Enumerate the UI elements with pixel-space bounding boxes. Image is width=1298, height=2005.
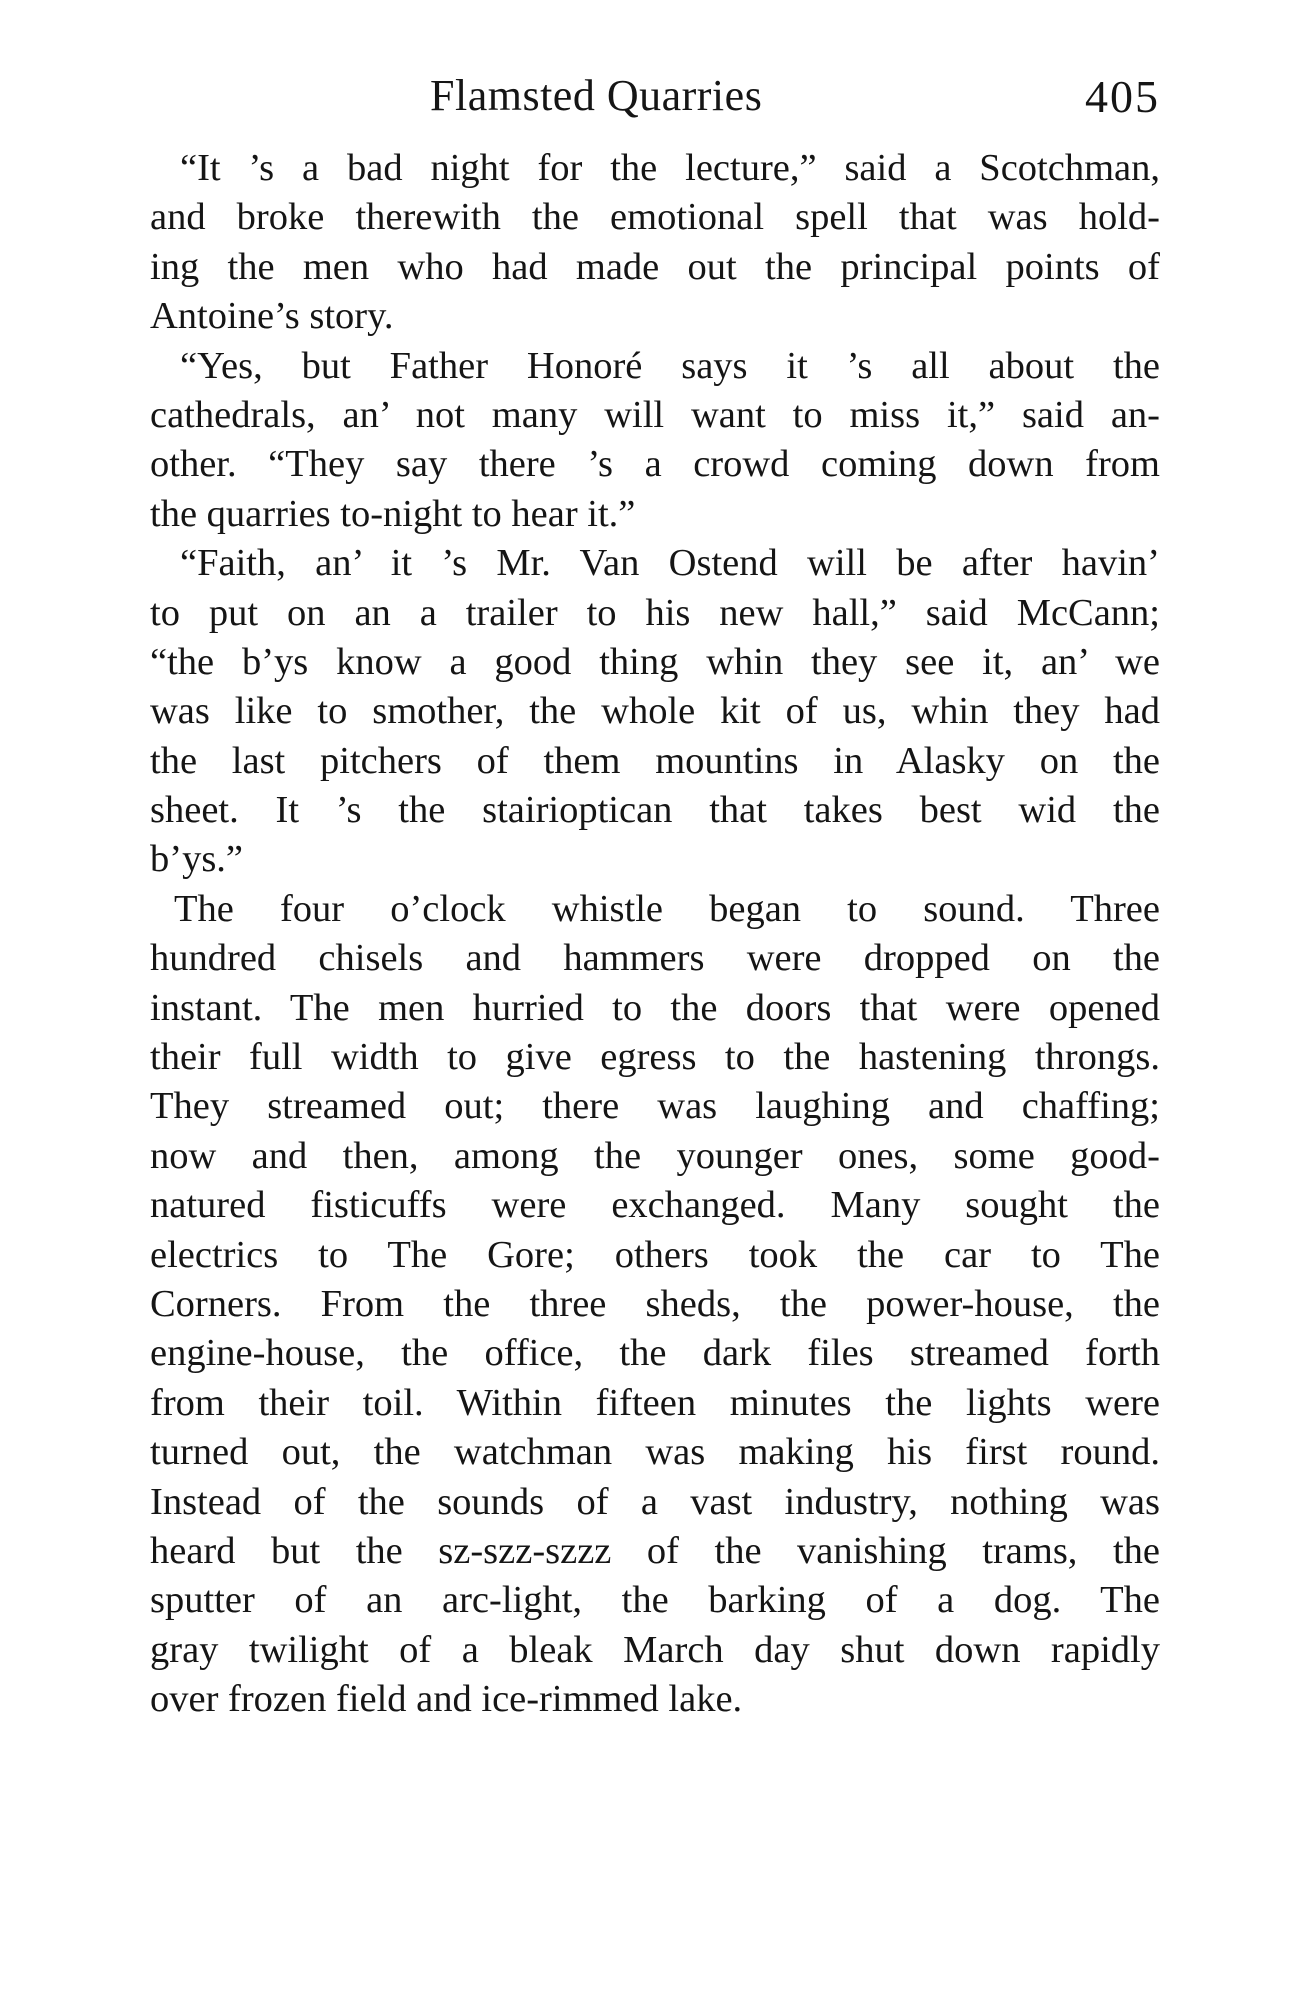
text-line: Corners. From the three sheds, the power-house, the xyxy=(150,1282,1160,1325)
text-line: to put on an a trailer to his new hall,” said McCann; xyxy=(150,591,1160,634)
text-line: They streamed out; there was laughing and chaffing; xyxy=(150,1085,1160,1128)
text-line: Antoine’s story. xyxy=(150,295,394,338)
text-line: “Faith, an’ it ’s Mr. Van Ostend will be after havin’ xyxy=(180,542,1160,585)
text-line: from their toil. Within fifteen minutes the lights were xyxy=(150,1381,1160,1424)
text-line: turned out, the watchman was making his first round. xyxy=(150,1431,1160,1474)
text-line: “It ’s a bad night for the lecture,” said a Scotchman, xyxy=(180,147,1160,189)
text-line: engine-house, the office, the dark files streamed forth xyxy=(150,1332,1160,1375)
text-line: the last pitchers of them mountins in Alasky on the xyxy=(150,739,1160,782)
text-line: “the b’ys know a good thing whin they see it, an’ we xyxy=(150,640,1160,683)
body-text xyxy=(150,144,1160,1725)
running-head xyxy=(150,70,1160,130)
text-line: other. “They say there ’s a crowd coming down from xyxy=(150,443,1160,486)
text-line: the quarries to-night to hear it.” xyxy=(150,492,636,535)
text-line: Instead of the sounds of a vast industry, nothing was xyxy=(150,1480,1160,1523)
text-line: over frozen field and ice-rimmed lake. xyxy=(150,1678,743,1721)
text-line: gray twilight of a bleak March day shut down rapidly xyxy=(150,1628,1160,1671)
text-line: ing the men who had made out the principal points of xyxy=(150,245,1160,288)
text-line: sheet. It ’s the stairioptican that takes best wid the xyxy=(150,789,1160,832)
text-line: “Yes, but Father Honoré says it ’s all about the xyxy=(180,344,1160,387)
page-number: 405 xyxy=(1085,71,1160,122)
text-line: electrics to The Gore; others took the car to The xyxy=(150,1233,1160,1276)
text-line: was like to smother, the whole kit of us, whin they had xyxy=(150,690,1160,733)
text-line: and broke therewith the emotional spell that was hold- xyxy=(150,196,1160,239)
text-line: heard but the sz-szz-szzz of the vanishing trams, the xyxy=(150,1529,1160,1572)
text-line: their full width to give egress to the hastening throngs. xyxy=(150,1036,1160,1079)
text-line: The four o’clock whistle began to sound. Three xyxy=(174,887,1160,930)
text-line: sputter of an arc-light, the barking of a dog. The xyxy=(150,1579,1160,1622)
text-line: cathedrals, an’ not many will want to miss it,” said an- xyxy=(150,393,1160,436)
running-title: Flamsted Quarries xyxy=(430,71,763,120)
text-line: natured fisticuffs were exchanged. Many sought the xyxy=(150,1184,1160,1227)
text-line: hundred chisels and hammers were dropped on the xyxy=(150,937,1160,980)
text-line: instant. The men hurried to the doors that were opened xyxy=(150,986,1160,1029)
text-line: now and then, among the younger ones, some good- xyxy=(150,1134,1160,1177)
text-line: b’ys.” xyxy=(150,838,244,881)
